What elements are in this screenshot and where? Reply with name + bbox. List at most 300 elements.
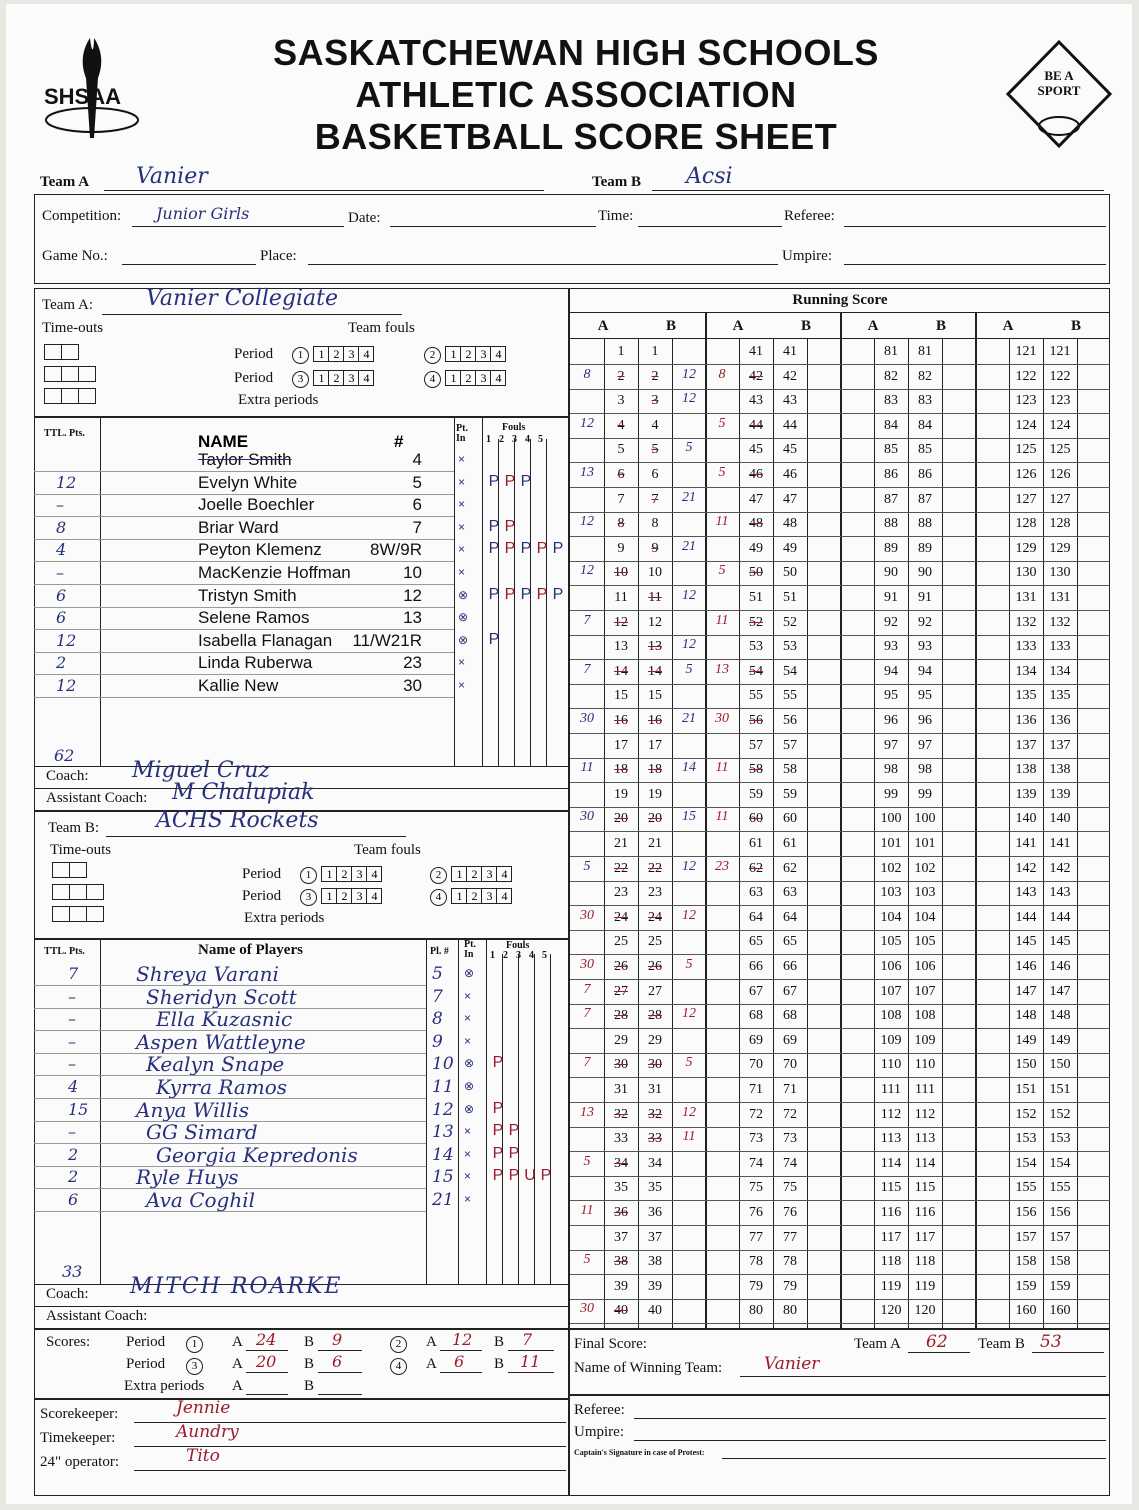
foul-mark: P bbox=[508, 1167, 520, 1185]
running-a-player: 11 bbox=[580, 1203, 594, 1218]
running-b-score: 8 bbox=[651, 516, 659, 532]
running-a-score: 155 bbox=[1015, 1180, 1037, 1196]
running-b-score: 157 bbox=[1049, 1229, 1071, 1245]
running-b-score: 21 bbox=[648, 836, 662, 851]
running-a-score: 141 bbox=[1015, 836, 1037, 851]
running-b-score: 80 bbox=[783, 1303, 797, 1319]
running-b-player: 21 bbox=[682, 711, 696, 726]
running-a-score: 91 bbox=[884, 590, 898, 605]
team-b-player-pts: 2 bbox=[68, 1167, 79, 1187]
scorekeeper-value: Jennie bbox=[176, 1398, 231, 1418]
title-line-3: BASKETBALL SCORE SHEET bbox=[314, 116, 838, 157]
running-b-score: 33 bbox=[648, 1131, 662, 1147]
pt-in-mark: × bbox=[458, 452, 466, 466]
running-a-score: 145 bbox=[1015, 934, 1037, 950]
pt-in-mark: × bbox=[464, 988, 472, 1003]
running-a-player: 12 bbox=[580, 563, 594, 579]
running-a-player: 30 bbox=[580, 907, 594, 923]
running-a-score: 8 bbox=[617, 516, 625, 532]
p4-b-score: 11 bbox=[520, 1352, 541, 1371]
running-a-score: 120 bbox=[880, 1303, 902, 1319]
running-b-score: 100 bbox=[914, 811, 936, 827]
running-a-score: 23 bbox=[614, 885, 628, 901]
running-b-score: 109 bbox=[914, 1032, 936, 1048]
running-a-score: 79 bbox=[749, 1278, 763, 1294]
team-a-player-name: Taylor Smith bbox=[198, 450, 292, 469]
running-b-score: 59 bbox=[783, 786, 797, 802]
running-b-player: 21 bbox=[682, 538, 696, 554]
running-b-score: 51 bbox=[783, 590, 797, 605]
team-a-player-pts: 12 bbox=[56, 472, 77, 492]
team-b-player-number: 7 bbox=[432, 986, 443, 1007]
running-b-score: 36 bbox=[648, 1205, 662, 1220]
pt-in-mark: ⊗ bbox=[464, 966, 475, 980]
running-a-score: 21 bbox=[614, 836, 628, 851]
running-b-player: 5 bbox=[685, 661, 693, 677]
running-b-player: 12 bbox=[682, 588, 696, 603]
running-a-score: 121 bbox=[1015, 344, 1037, 359]
place-label: Place: bbox=[260, 248, 297, 264]
running-b-score: 76 bbox=[783, 1205, 797, 1220]
running-b-score: 130 bbox=[1049, 565, 1071, 581]
running-a-score: 38 bbox=[614, 1254, 628, 1270]
running-b-score: 133 bbox=[1049, 639, 1071, 655]
running-b-score: 86 bbox=[918, 467, 932, 482]
running-a-score: 127 bbox=[1015, 491, 1037, 507]
running-a-score: 81 bbox=[884, 344, 898, 359]
foul-mark: P bbox=[504, 472, 516, 490]
team-b-player-pts: 7 bbox=[68, 964, 79, 983]
pt-in-mark: × bbox=[458, 474, 466, 489]
running-b-score: 17 bbox=[648, 737, 662, 753]
team-a-timeouts-label: Time-outs bbox=[42, 320, 104, 336]
running-b-score: 69 bbox=[783, 1032, 797, 1048]
running-a-player: 23 bbox=[715, 858, 729, 874]
running-a-score: 132 bbox=[1015, 614, 1037, 630]
running-a-player: 7 bbox=[583, 612, 591, 628]
team-b-player-name: Anya Willis bbox=[136, 1097, 249, 1122]
running-a-score: 5 bbox=[617, 442, 625, 458]
running-b-score: 114 bbox=[914, 1155, 936, 1171]
running-a-score: 17 bbox=[614, 737, 628, 753]
team-a-player-name: Kallie New bbox=[198, 676, 279, 695]
pt-in-mark: ⊗ bbox=[464, 1056, 475, 1071]
pl-header: Pl. # bbox=[430, 946, 449, 957]
team-b-player-name: Georgia Kepredonis bbox=[156, 1142, 358, 1167]
running-a-score: 62 bbox=[749, 860, 763, 876]
running-a-score: 159 bbox=[1015, 1278, 1037, 1294]
running-a-score: 35 bbox=[614, 1180, 628, 1196]
team-b-player-name: Ava Coghil bbox=[146, 1188, 256, 1212]
running-a-score: 29 bbox=[614, 1032, 628, 1048]
running-b-score: 62 bbox=[783, 860, 797, 876]
running-b-score: 11 bbox=[648, 590, 662, 605]
running-b-score: 41 bbox=[783, 344, 797, 359]
running-b-score: 91 bbox=[918, 590, 932, 605]
running-b-score: 38 bbox=[648, 1254, 662, 1270]
running-a-score: 143 bbox=[1015, 885, 1037, 901]
running-a-score: 154 bbox=[1015, 1155, 1037, 1171]
running-a-score: 20 bbox=[614, 811, 628, 827]
running-a-player: 11 bbox=[715, 612, 729, 628]
foul-mark: P bbox=[552, 585, 564, 603]
running-a-score: 115 bbox=[880, 1180, 902, 1196]
p2-b-score: 7 bbox=[522, 1330, 533, 1349]
running-b-score: 6 bbox=[651, 467, 659, 482]
running-b-score: 7 bbox=[651, 491, 659, 507]
running-b-score: 78 bbox=[783, 1254, 797, 1270]
foul-mark: P bbox=[520, 472, 532, 490]
running-a-score: 18 bbox=[614, 762, 628, 778]
running-a-score: 144 bbox=[1015, 909, 1037, 925]
pt-in-mark: × bbox=[464, 1169, 472, 1184]
running-a-score: 107 bbox=[880, 983, 902, 999]
running-b-score: 60 bbox=[783, 811, 797, 827]
team-b-player-pts: – bbox=[68, 1054, 76, 1074]
pt-in-mark: × bbox=[458, 565, 466, 579]
running-a-score: 152 bbox=[1015, 1106, 1037, 1122]
running-a-score: 22 bbox=[614, 860, 628, 876]
team-a-player-name: Tristyn Smith bbox=[198, 585, 297, 605]
fouls-header-a: Fouls bbox=[502, 422, 526, 433]
running-b-score: 4 bbox=[651, 417, 659, 433]
running-a-player: 5 bbox=[718, 465, 726, 480]
team-b-timeout-boxes[interactable] bbox=[52, 862, 103, 922]
running-a-score: 10 bbox=[614, 565, 628, 581]
team-b-fouls-label: Team fouls bbox=[354, 842, 421, 858]
running-b-score: 83 bbox=[918, 393, 932, 409]
running-a-score: 74 bbox=[749, 1155, 763, 1171]
team-a-player-name: Selene Ramos bbox=[198, 608, 310, 628]
team-b-value: Acsi bbox=[686, 164, 733, 189]
running-a-player: 8 bbox=[583, 366, 591, 382]
running-a-score: 84 bbox=[884, 417, 898, 433]
running-b-score: 89 bbox=[918, 540, 932, 556]
umpire-sign-label: Umpire: bbox=[574, 1424, 624, 1440]
team-b-player-pts: – bbox=[68, 1031, 76, 1051]
running-b-score: 58 bbox=[783, 762, 797, 778]
running-b-score: 134 bbox=[1049, 663, 1071, 679]
running-a-score: 116 bbox=[880, 1205, 902, 1220]
running-b-score: 149 bbox=[1049, 1032, 1071, 1048]
foul-mark: U bbox=[524, 1167, 536, 1185]
running-a-score: 49 bbox=[749, 540, 763, 556]
running-a-score: 14 bbox=[614, 663, 628, 679]
referee-label: Referee: bbox=[784, 208, 835, 224]
running-a-player: 30 bbox=[580, 809, 594, 825]
team-b-timeouts-label: Time-outs bbox=[50, 842, 112, 858]
team-b-player-name: Kealyn Snape bbox=[146, 1052, 285, 1077]
running-b-score: 73 bbox=[783, 1131, 797, 1147]
p4-a-score: 6 bbox=[454, 1352, 465, 1371]
period-1-marker: 1 bbox=[292, 347, 309, 364]
running-b-score: 26 bbox=[648, 959, 662, 974]
running-b-player: 5 bbox=[685, 440, 693, 456]
running-b-score: 102 bbox=[914, 860, 936, 876]
coach-a-label: Coach: bbox=[46, 768, 89, 784]
running-b-score: 74 bbox=[783, 1155, 797, 1171]
team-a-player-name: Peyton Klemenz bbox=[198, 540, 322, 560]
running-b-player: 12 bbox=[682, 391, 696, 407]
running-a-score: 88 bbox=[884, 516, 898, 532]
name-header: NAME bbox=[198, 432, 249, 451]
running-b-score: 30 bbox=[648, 1057, 662, 1073]
scorekeeper-label: Scorekeeper: bbox=[40, 1406, 119, 1422]
running-b-score: 14 bbox=[648, 663, 662, 679]
running-a-score: 134 bbox=[1015, 663, 1037, 679]
running-b-score: 142 bbox=[1049, 860, 1071, 876]
running-a-score: 28 bbox=[614, 1008, 628, 1024]
period-3-marker: 3 bbox=[292, 371, 309, 388]
running-b-score: 145 bbox=[1049, 934, 1071, 950]
running-a-score: 7 bbox=[617, 491, 625, 507]
running-a-score: 65 bbox=[749, 934, 763, 950]
team-b-player-number: 10 bbox=[432, 1054, 454, 1075]
team-a-total: 62 bbox=[54, 746, 75, 765]
running-a-score: 151 bbox=[1015, 1082, 1037, 1097]
running-col-header: B bbox=[935, 318, 946, 334]
team-a-player-name: Briar Ward bbox=[198, 517, 279, 537]
running-b-score: 52 bbox=[783, 614, 797, 630]
running-b-score: 88 bbox=[918, 516, 932, 532]
running-a-score: 61 bbox=[749, 836, 763, 851]
running-b-score: 140 bbox=[1049, 811, 1071, 827]
pt-in-mark: × bbox=[464, 1124, 472, 1139]
foul-mark: P bbox=[508, 1122, 520, 1140]
running-a-score: 40 bbox=[614, 1303, 628, 1319]
running-a-score: 157 bbox=[1015, 1229, 1037, 1245]
running-col-header: B bbox=[665, 318, 676, 334]
p3-a-score: 20 bbox=[256, 1352, 277, 1371]
running-b-score: 124 bbox=[1049, 417, 1071, 433]
pt-in-mark: × bbox=[458, 519, 466, 534]
running-a-score: 137 bbox=[1015, 737, 1037, 753]
team-a-player-number: 5 bbox=[412, 472, 422, 492]
running-b-score: 28 bbox=[648, 1008, 662, 1024]
running-a-score: 153 bbox=[1015, 1131, 1037, 1147]
running-a-score: 66 bbox=[749, 959, 763, 974]
team-a-player-number: 8W/9R bbox=[370, 540, 422, 560]
running-a-score: 59 bbox=[749, 786, 763, 802]
running-a-score: 109 bbox=[880, 1032, 902, 1048]
running-a-score: 47 bbox=[749, 491, 763, 507]
competition-value: Junior Girls bbox=[156, 204, 250, 223]
running-a-score: 149 bbox=[1015, 1032, 1037, 1048]
running-b-score: 112 bbox=[914, 1106, 936, 1122]
running-a-score: 89 bbox=[884, 540, 898, 556]
running-a-score: 129 bbox=[1015, 540, 1037, 556]
running-a-player: 30 bbox=[580, 957, 594, 972]
running-b-score: 98 bbox=[918, 762, 932, 778]
running-b-score: 147 bbox=[1049, 983, 1071, 999]
name-of-players-header: Name of Players bbox=[198, 942, 303, 958]
foul-mark: P bbox=[492, 1099, 504, 1117]
running-b-score: 115 bbox=[914, 1180, 936, 1196]
team-b-period-label-1: Period bbox=[242, 866, 282, 882]
operator-value: Tito bbox=[186, 1446, 220, 1466]
running-a-player: 11 bbox=[715, 760, 729, 776]
running-a-score: 123 bbox=[1015, 393, 1037, 409]
running-b-score: 148 bbox=[1049, 1008, 1071, 1024]
running-a-player: 11 bbox=[580, 760, 594, 776]
running-b-score: 29 bbox=[648, 1032, 662, 1048]
running-a-score: 112 bbox=[880, 1106, 902, 1122]
p3-b-score: 6 bbox=[332, 1352, 343, 1371]
running-b-score: 117 bbox=[914, 1229, 936, 1245]
team-b-player-name: Aspen Wattleyne bbox=[136, 1029, 306, 1054]
running-b-score: 2 bbox=[651, 368, 659, 384]
running-a-score: 41 bbox=[749, 344, 763, 359]
competition-label: Competition: bbox=[42, 208, 122, 224]
running-a-score: 55 bbox=[749, 688, 763, 704]
running-b-score: 44 bbox=[783, 417, 797, 433]
running-a-score: 99 bbox=[884, 786, 898, 802]
team-a-player-number: 30 bbox=[403, 676, 422, 695]
running-b-score: 82 bbox=[918, 368, 932, 384]
running-b-score: 75 bbox=[783, 1180, 797, 1196]
running-a-score: 68 bbox=[749, 1008, 763, 1024]
team-b-player-name: Ryle Huys bbox=[136, 1165, 239, 1190]
running-b-score: 139 bbox=[1049, 786, 1071, 802]
running-a-score: 60 bbox=[749, 811, 763, 827]
running-b-score: 5 bbox=[651, 442, 659, 458]
running-b-score: 32 bbox=[648, 1106, 662, 1122]
team-b-player-number: 11 bbox=[432, 1077, 454, 1097]
team-a-player-name: Evelyn White bbox=[198, 472, 298, 492]
captain-signature-label: Captain's Signature in case of Protest: bbox=[574, 1448, 705, 1457]
running-b-score: 97 bbox=[918, 737, 932, 753]
running-a-score: 76 bbox=[749, 1205, 763, 1220]
team-a-player-number: 13 bbox=[403, 608, 422, 628]
running-b-score: 22 bbox=[648, 860, 662, 876]
running-a-score: 24 bbox=[614, 909, 628, 925]
running-b-player: 12 bbox=[682, 858, 696, 874]
running-a-score: 45 bbox=[749, 442, 763, 458]
team-a-player-name: Joelle Boechler bbox=[198, 495, 315, 515]
team-b-player-name: Ella Kuzasnic bbox=[156, 1007, 293, 1032]
running-b-player: 21 bbox=[682, 489, 696, 505]
running-a-score: 85 bbox=[884, 442, 898, 458]
running-a-player: 13 bbox=[580, 1104, 594, 1120]
running-b-score: 125 bbox=[1049, 442, 1071, 458]
running-a-score: 140 bbox=[1015, 811, 1037, 827]
running-a-player: 7 bbox=[583, 1006, 591, 1022]
foul-mark: P bbox=[520, 540, 532, 558]
running-b-score: 10 bbox=[648, 565, 662, 581]
running-a-score: 77 bbox=[749, 1229, 763, 1245]
running-a-score: 69 bbox=[749, 1032, 763, 1048]
running-b-score: 106 bbox=[914, 959, 936, 974]
running-col-header: A bbox=[1002, 318, 1014, 334]
running-col-header: B bbox=[800, 318, 811, 334]
running-b-score: 15 bbox=[648, 688, 662, 704]
running-a-score: 56 bbox=[749, 713, 763, 728]
ttl-pts-header-a: TTL. Pts. bbox=[44, 428, 85, 439]
running-b-score: 54 bbox=[783, 663, 797, 679]
running-a-score: 6 bbox=[617, 467, 625, 482]
running-a-score: 3 bbox=[617, 393, 625, 409]
running-b-score: 47 bbox=[783, 491, 797, 507]
final-score-label: Final Score: bbox=[574, 1336, 647, 1352]
pt-in-mark: ⊗ bbox=[464, 1101, 475, 1116]
running-a-score: 33 bbox=[614, 1131, 628, 1147]
be-a-sport-text: BE A SPORT bbox=[1037, 68, 1081, 98]
running-a-score: 16 bbox=[614, 713, 628, 728]
running-b-score: 24 bbox=[648, 909, 662, 925]
running-b-score: 18 bbox=[648, 762, 662, 778]
team-b-player-name: GG Simard bbox=[146, 1120, 258, 1145]
ttl-pts-header-b: TTL. Pts. bbox=[44, 946, 85, 957]
running-a-score: 126 bbox=[1015, 467, 1037, 482]
foul-mark: P bbox=[488, 472, 500, 490]
be-a-sport-logo bbox=[1004, 38, 1114, 148]
running-b-score: 37 bbox=[648, 1229, 662, 1245]
running-a-score: 111 bbox=[881, 1082, 901, 1097]
title-line-2: ATHLETIC ASSOCIATION bbox=[355, 74, 797, 115]
running-b-score: 116 bbox=[914, 1205, 936, 1220]
running-b-score: 49 bbox=[783, 540, 797, 556]
operator-label: 24" operator: bbox=[40, 1454, 120, 1470]
coach-b-value: MITCH ROARKE bbox=[130, 1274, 343, 1299]
pt-in-mark: × bbox=[464, 1033, 472, 1048]
running-a-score: 136 bbox=[1015, 713, 1037, 728]
running-a-player: 5 bbox=[583, 1252, 591, 1268]
running-a-score: 54 bbox=[749, 663, 763, 679]
running-b-score: 123 bbox=[1049, 393, 1071, 409]
running-col-header: B bbox=[1070, 318, 1081, 334]
running-a-score: 148 bbox=[1015, 1008, 1037, 1024]
running-b-score: 67 bbox=[783, 983, 797, 999]
team-a-timeout-boxes[interactable] bbox=[44, 344, 95, 404]
running-a-score: 63 bbox=[749, 885, 763, 901]
team-a-value: Vanier bbox=[136, 164, 208, 189]
running-a-score: 118 bbox=[880, 1254, 902, 1270]
running-a-score: 93 bbox=[884, 639, 898, 655]
team-b-period-label-3: Period bbox=[242, 888, 282, 904]
team-b-player-pts: – bbox=[68, 986, 76, 1006]
running-b-score: 159 bbox=[1049, 1278, 1071, 1294]
running-a-score: 142 bbox=[1015, 860, 1037, 876]
running-a-score: 43 bbox=[749, 393, 763, 409]
score-sheet: SHSAA BE A SPORT SASKATCHEWAN HIGH SCHOOLS ATHLETIC ASSOCIATION BASKETBALL SCORE SHEET Team A Vanier Team B Acsi Competition: Junior Girls Date: Time: Referee: Game No.: Place: Umpire: Team A: Vanier Collegiate Time-outs Team fouls Period 1 1 2 3 4 2 1 2 3 4 Period 3 1 2 3 4 4 1 2 3 4 Extra periods TTL. Pts. NAME # Pt. In Fouls 12345 Taylor Smith 4 × 12 Evelyn White 5 × P P P – Joelle Boechler 6 × 8 Briar Ward 7 × P P 4 Peyton Klemenz 8W/9R × P P P P P – MacKenzie Hoffman 10 × 6 Tristyn Smith 12 ⊗ P P P P P 6 Selene Ramos 13 ⊗ 12 Isabella Flanagan 11/W21R ⊗ P 2 Linda Ruberwa 23 × 12 Kallie New 30 × 62 Coach: Miguel Cruz Assistant Coach: M Chalupiak Team B: ACHS Rockets Time-outs Team fouls Period 1 1 2 3 4 2 1 2 3 4 Period 3 1 2 3 4 4 1 2 3 4 Extra periods TTL. Pts. Name of Players Pl. # Pt. In Fouls 12345 7 Shreya Varani 5 ⊗ – Sheridyn Scott 7 × – Ella Kuzasnic 8 × – Aspen Wattleyne 9 × – Kealyn Snape 10 ⊗ P 4 Kyrra Ramos 11 ⊗ 15 Anya Willis 12 ⊗ P – GG Simard 13 × P P 2 Georgia Kepredonis 14 × P P 2 Ryle Huys 15 × P P U P 6 Ava Coghil 21 × 33 Coach: MITCH ROARKE Assistant Coach: Scores: Period Period Extra periods 1 3 2 4 A 24 B 9 A 12 B 7 A 20 B 6 A 6 B 11 A B Scorekeeper: Jennie Timekeeper: Aundry 24" operator: Tito Running Score A B 1 1 8 2 2 12 3 3 12 12 4 4 5 5 5 13 6 6 7 7 21 12 8 8 9 9 21 12 10 10 11 11 12 7 12 12 13 13 12 7 14 14 5 15 15 30 16 16 21 17 17 11 18 18 14 19 19 30 20 20 15 21 21 5 22 22 12 23 23 30 24 24 12 25 25 30 26 26 5 7 27 27 7 28 28 12 29 29 7 30 30 5 31 31 13 32 32 12 33 33 11 5 34 34 35 35 11 36 36 37 37 5 38 38 39 39 30 40 40 A B 41 41 8 42 42 43 43 5 44 44 45 45 5 46 46 47 47 11 48 48 49 49 5 50 50 51 51 11 52 52 53 53 13 54 54 55 55 30 56 56 57 57 11 58 58 59 59 11 60 60 61 61 23 62 62 63 63 64 64 65 65 66 66 67 67 68 68 69 69 70 70 71 71 72 72 73 73 74 74 75 75 76 76 77 77 78 78 79 79 80 80 A B 81 81 82 82 83 83 84 84 85 85 86 86 87 87 88 88 89 89 90 90 91 91 92 92 93 93 94 94 95 95 96 96 97 97 98 98 99 99 100 100 101 101 102 102 103 103 104 104 105 105 106 106 107 107 108 108 109 109 110 110 111 111 112 112 113 113 114 114 115 115 116 116 117 117 118 118 119 119 120 120 A B 121 121 122 122 123 123 124 124 125 125 126 126 127 127 128 128 129 129 130 130 131 131 132 132 133 133 134 134 135 135 136 136 137 137 138 138 139 139 140 140 141 141 142 142 143 143 144 144 145 145 146 146 147 147 148 148 149 149 150 150 151 151 152 152 153 153 154 154 155 155 156 156 157 157 158 158 159 159 160 160 Final Score: Team A 62 Team B 53 Name of Winning Team: Vanier Referee: Umpire: Captain's Signature in case of Protest: bbox=[6, 4, 1132, 1504]
running-a-score: 36 bbox=[614, 1205, 628, 1220]
running-b-score: 118 bbox=[914, 1254, 936, 1270]
running-b-score: 34 bbox=[648, 1155, 662, 1171]
p2-a-score: 12 bbox=[452, 1330, 473, 1349]
running-score-title: Running Score bbox=[792, 292, 888, 308]
team-b-label: Team B bbox=[592, 174, 642, 190]
running-b-score: 63 bbox=[783, 885, 797, 901]
running-a-score: 124 bbox=[1015, 417, 1037, 433]
running-b-score: 132 bbox=[1049, 614, 1071, 630]
running-a-player: 13 bbox=[580, 465, 594, 480]
pt-in-mark: ⊗ bbox=[458, 587, 469, 602]
running-b-score: 144 bbox=[1049, 909, 1071, 925]
shsaa-logo-text: SHSAA bbox=[44, 84, 122, 109]
pt-in-header-a: Pt. In bbox=[456, 423, 468, 444]
running-b-score: 119 bbox=[914, 1278, 936, 1294]
umpire-label: Umpire: bbox=[782, 248, 832, 264]
running-a-score: 90 bbox=[884, 565, 898, 581]
running-a-score: 83 bbox=[884, 393, 898, 409]
running-b-score: 9 bbox=[651, 540, 659, 556]
running-b-score: 56 bbox=[783, 713, 797, 728]
running-b-score: 141 bbox=[1049, 836, 1071, 851]
running-a-score: 147 bbox=[1015, 983, 1037, 999]
running-b-score: 70 bbox=[783, 1057, 797, 1073]
team-a-period-label-1: Period bbox=[234, 346, 274, 362]
running-b-score: 12 bbox=[648, 614, 662, 630]
